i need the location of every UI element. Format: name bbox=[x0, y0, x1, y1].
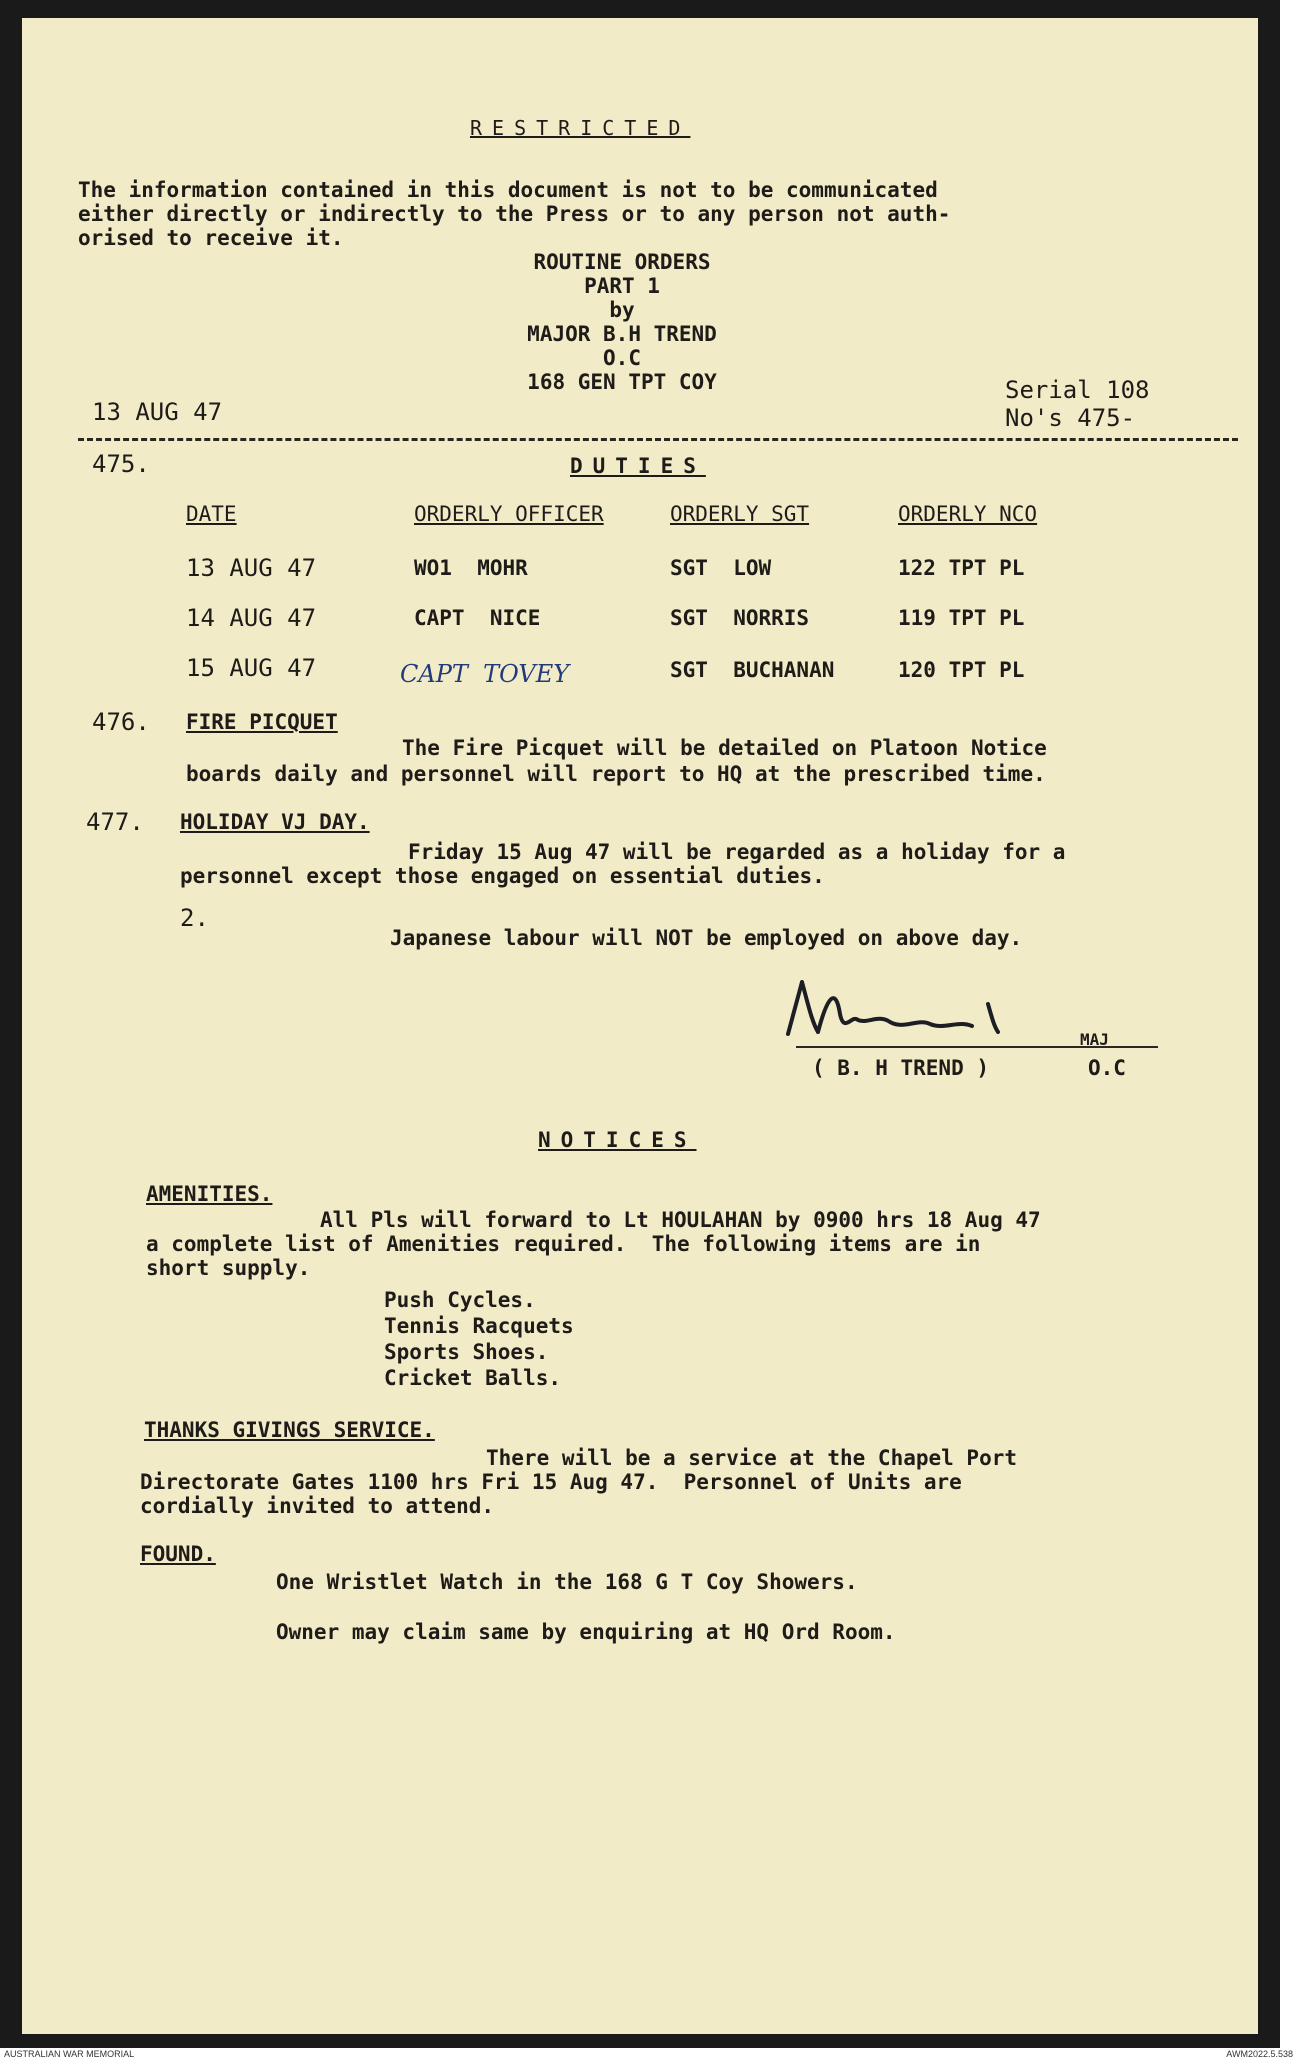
amenities-heading: AMENITIES. bbox=[146, 1182, 273, 1206]
item-number: 476. bbox=[92, 708, 150, 736]
amenity-item: Tennis Racquets bbox=[384, 1314, 574, 1338]
thanksgiving-text: cordially invited to attend. bbox=[140, 1494, 495, 1518]
title-line: PART 1 bbox=[584, 274, 660, 298]
archive-name: AUSTRALIAN WAR MEMORIAL bbox=[4, 2049, 135, 2059]
thanksgiving-heading: THANKS GIVINGS SERVICE. bbox=[144, 1418, 435, 1442]
found-heading: FOUND. bbox=[140, 1542, 216, 1566]
warning-line-2: either directly or indirectly to the Press or to any person not auth- bbox=[78, 202, 951, 226]
duty-nco: 120 TPT PL bbox=[898, 658, 1025, 682]
duty-nco: 119 TPT PL bbox=[898, 606, 1025, 630]
duty-officer-handwritten: CAPT TOVEY bbox=[400, 660, 570, 688]
duty-sgt: SGT NORRIS bbox=[670, 606, 810, 630]
holiday-text: Friday 15 Aug 47 will be regarded as a holiday for a bbox=[408, 840, 1066, 864]
title-line: O.C bbox=[603, 346, 641, 370]
classification-label: RESTRICTED bbox=[470, 116, 691, 140]
column-header-officer: ORDERLY OFFICER bbox=[414, 502, 604, 526]
amenity-item: Push Cycles. bbox=[384, 1288, 536, 1312]
holiday-heading: HOLIDAY VJ DAY. bbox=[180, 810, 370, 834]
column-header-sgt: ORDERLY SGT bbox=[670, 502, 810, 526]
serial-number: Serial 108 bbox=[1005, 376, 1150, 404]
fire-picquet-heading: FIRE PICQUET bbox=[186, 710, 338, 734]
warning-line-1: The information contained in this document is not to be communicated bbox=[78, 178, 938, 202]
warning-line-3: orised to receive it. bbox=[78, 226, 344, 250]
title-line: ROUTINE ORDERS bbox=[533, 250, 711, 274]
signatory-rank: MAJ bbox=[1080, 1030, 1109, 1049]
fire-picquet-text: boards daily and personnel will report to HQ at the prescribed time. bbox=[186, 762, 1046, 786]
duty-sgt: SGT LOW bbox=[670, 556, 772, 580]
order-date: 13 AUG 47 bbox=[92, 398, 223, 426]
thanksgiving-text: Directorate Gates 1100 hrs Fri 15 Aug 47. Personnel of Units are bbox=[140, 1470, 962, 1494]
amenities-text: All Pls will forward to Lt HOULAHAN by 0900 hrs 18 Aug 47 bbox=[320, 1208, 1041, 1232]
archive-reference: AWM2022.5.538 bbox=[1226, 2049, 1293, 2059]
paragraph-number: 2. bbox=[180, 904, 209, 932]
order-numbers: No's 475- bbox=[1005, 404, 1136, 432]
column-header-date: DATE bbox=[186, 502, 237, 526]
item-number: 477. bbox=[86, 808, 144, 836]
item-number: 475. bbox=[92, 450, 150, 478]
title-line: MAJOR B.H TREND bbox=[527, 322, 717, 346]
column-header-nco: ORDERLY NCO bbox=[898, 502, 1038, 526]
signatory-appointment: O.C bbox=[1088, 1056, 1126, 1080]
amenity-item: Cricket Balls. bbox=[384, 1366, 562, 1390]
amenity-item: Sports Shoes. bbox=[384, 1340, 549, 1364]
duty-officer: CAPT NICE bbox=[414, 606, 541, 630]
signature-scribble bbox=[778, 974, 1078, 1054]
holiday-text: personnel except those engaged on essential duties. bbox=[180, 864, 825, 888]
archive-footer bbox=[0, 2048, 1297, 2061]
duty-nco: 122 TPT PL bbox=[898, 556, 1025, 580]
duty-date: 13 AUG 47 bbox=[186, 554, 317, 582]
document-page bbox=[22, 18, 1258, 2034]
duties-heading: DUTIES bbox=[570, 454, 706, 478]
title-block bbox=[442, 250, 802, 394]
fire-picquet-text: The Fire Picquet will be detailed on Platoon Notice bbox=[402, 736, 1047, 760]
thanksgiving-text: There will be a service at the Chapel Port bbox=[486, 1446, 1018, 1470]
duty-date: 15 AUG 47 bbox=[186, 654, 317, 682]
duty-officer: WO1 MOHR bbox=[414, 556, 528, 580]
found-text: Owner may claim same by enquiring at HQ Ord Room. bbox=[276, 1620, 896, 1644]
signatory-name: ( B. H TREND ) bbox=[812, 1056, 990, 1080]
notices-heading: NOTICES bbox=[538, 1128, 697, 1152]
amenities-text: short supply. bbox=[146, 1256, 311, 1280]
duty-date: 14 AUG 47 bbox=[186, 604, 317, 632]
title-line: by bbox=[609, 298, 635, 322]
labour-text: Japanese labour will NOT be employed on above day. bbox=[390, 926, 1023, 950]
title-line: 168 GEN TPT COY bbox=[527, 370, 717, 394]
found-text: One Wristlet Watch in the 168 G T Coy Showers. bbox=[276, 1570, 858, 1594]
signature-line bbox=[796, 1046, 1158, 1048]
separator-line bbox=[78, 438, 1238, 441]
amenities-text: a complete list of Amenities required. The following items are in bbox=[146, 1232, 981, 1256]
duty-sgt: SGT BUCHANAN bbox=[670, 658, 835, 682]
